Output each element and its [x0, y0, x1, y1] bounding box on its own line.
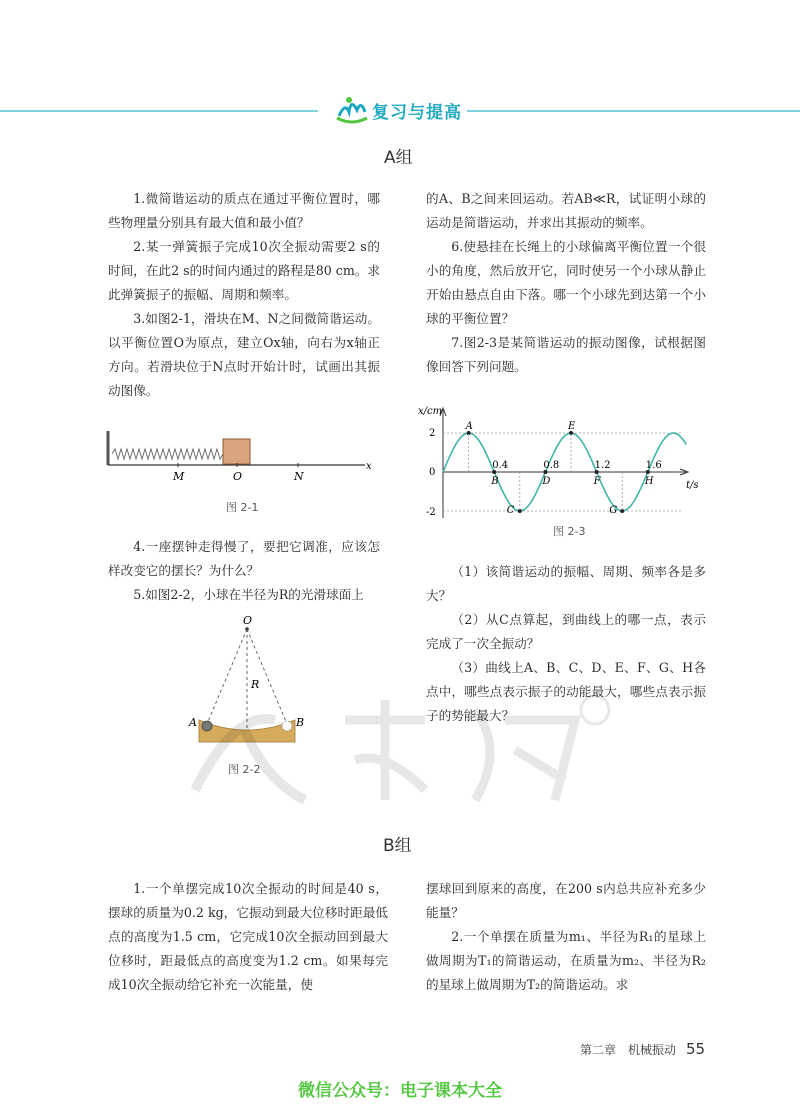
chart-ytick-2: 2: [429, 428, 436, 439]
chart-point-label: C: [506, 505, 515, 516]
question-1: 1.微简谐运动的质点在通过平衡位置时，哪些物理量分别具有最大值和最小值？: [108, 191, 380, 230]
chart-point-label: G: [609, 505, 618, 516]
chart-point-label: E: [568, 421, 576, 432]
chart-xtick-label: 1.2: [594, 460, 611, 471]
group-b-left-column: [108, 877, 388, 997]
fig-2-2-caption: 图 2-2: [228, 763, 261, 776]
chart-point-label: A: [465, 421, 473, 432]
header-title: 复习与提高: [372, 103, 462, 123]
question-7-1: （1）该简谐运动的振幅、周期、频率各是多大？: [426, 564, 706, 603]
chart-point-label: H: [644, 476, 654, 487]
figure-2-1-spring-block: [100, 425, 380, 485]
header-rule-left: [0, 110, 318, 112]
publisher-watermark-icon: [175, 690, 625, 810]
chart-xtick-label: 0.8: [543, 460, 560, 471]
question-2: 2.某一弹簧振子完成10次全振动需要2 s的时间，在此2 s的时间内通过的路程是80 cm。求此弹簧振子的振幅、周期和频率。: [108, 239, 380, 302]
fig1-label-m: M: [173, 470, 185, 483]
fig1-label-n: N: [294, 470, 304, 483]
group-a-left-column: [108, 187, 380, 403]
figure-2-3-vibration-graph: [418, 400, 708, 525]
chart-ytick-0: 0: [429, 467, 436, 478]
chart-xtick-label: 0.4: [492, 460, 509, 471]
wechat-banner: 微信公众号：电子课本大全: [298, 1081, 502, 1101]
chart-point-label: D: [542, 476, 551, 487]
question-4: 4.一座摆钟走得慢了，要把它调准，应该怎样改变它的摆长？为什么？: [108, 539, 380, 578]
fig1-label-x: x: [366, 461, 372, 472]
group-a-left-column-2: [108, 535, 380, 607]
b-question-2: 2.一个单摆在质量为m₁、半径为R₁的星球上做周期为T₁的简谐运动，在质量为m₂、半径为R₂的星球上做周期为T₂的简谐运动。求: [426, 929, 706, 992]
question-5: 5.如图2-2，小球在半径为R的光滑球面上: [133, 587, 364, 602]
chart-point-label: B: [491, 476, 499, 487]
footer-chapter: 第二章 机械振动: [580, 1043, 677, 1057]
question-3: 3.如图2-1，滑块在M、N之间微简谐运动。以平衡位置O为原点，建立Ox轴，向右为x轴正方向。若滑块位于N点时开始计时，试画出其振动图像。: [108, 311, 380, 398]
chart-point-label: F: [593, 476, 601, 487]
question-6: 6.使悬挂在长绳上的小球偏离平衡位置一个很小的角度，然后放开它，同时使另一个小球从静止开始由悬点自由下落。哪一个小球先到达第一个小球的平衡位置？: [426, 239, 706, 326]
fig2-label-b: B: [296, 716, 305, 729]
fig-2-1-caption: 图 2-1: [226, 501, 259, 514]
group-b-title: B组: [383, 836, 412, 856]
question-7-3: （3）曲线上A、B、C、D、E、F、G、H各点中，哪些点表示振子的动能最大，哪些点表示振子的势能最大？: [426, 660, 706, 723]
chart-xtick-label: 1.6: [645, 460, 662, 471]
b-question-1: 1.一个单摆完成10次全振动的时间是40 s，摆球的质量为0.2 kg，它振动到最大位移时距最低点的高度为1.5 cm，它完成10次全振动回到最大位移时，距最低点的高度变为1.2 cm。如果每完成10次全振动给它补充一次能量，使: [108, 881, 388, 992]
page-number: 55: [686, 1040, 706, 1058]
fig2-label-o: O: [243, 614, 253, 627]
fig-2-3-caption: 图 2-3: [553, 525, 586, 538]
chart-ytick-neg2: -2: [426, 507, 436, 518]
fig2-label-r: R: [251, 678, 260, 691]
question-7: 7.图2-3是某简谐运动的振动图像，试根据图像回答下列问题。: [426, 335, 706, 374]
b-question-1-continued: 摆球回到原来的高度，在200 s内总共应补充多少能量？: [426, 881, 706, 920]
section-logo-icon: [335, 92, 369, 126]
page-footer: [580, 1040, 705, 1058]
question-5-continued: 的A、B之间来回运动。若AB≪R，试证明小球的运动是简谐运动，并求出其振动的频率。: [426, 191, 706, 230]
group-a-title: A组: [384, 148, 413, 168]
fig1-label-o: O: [233, 470, 243, 483]
fig2-label-a: A: [189, 716, 197, 729]
chart-x-label: t/s: [686, 480, 699, 491]
group-b-right-column: [426, 877, 706, 997]
question-7-2: （2）从C点算起，到曲线上的哪一点，表示完成了一次全振动？: [426, 612, 706, 651]
header-rule-right: [467, 110, 800, 112]
group-a-right-column: [426, 187, 706, 379]
chart-y-label: x/cm: [418, 406, 443, 417]
